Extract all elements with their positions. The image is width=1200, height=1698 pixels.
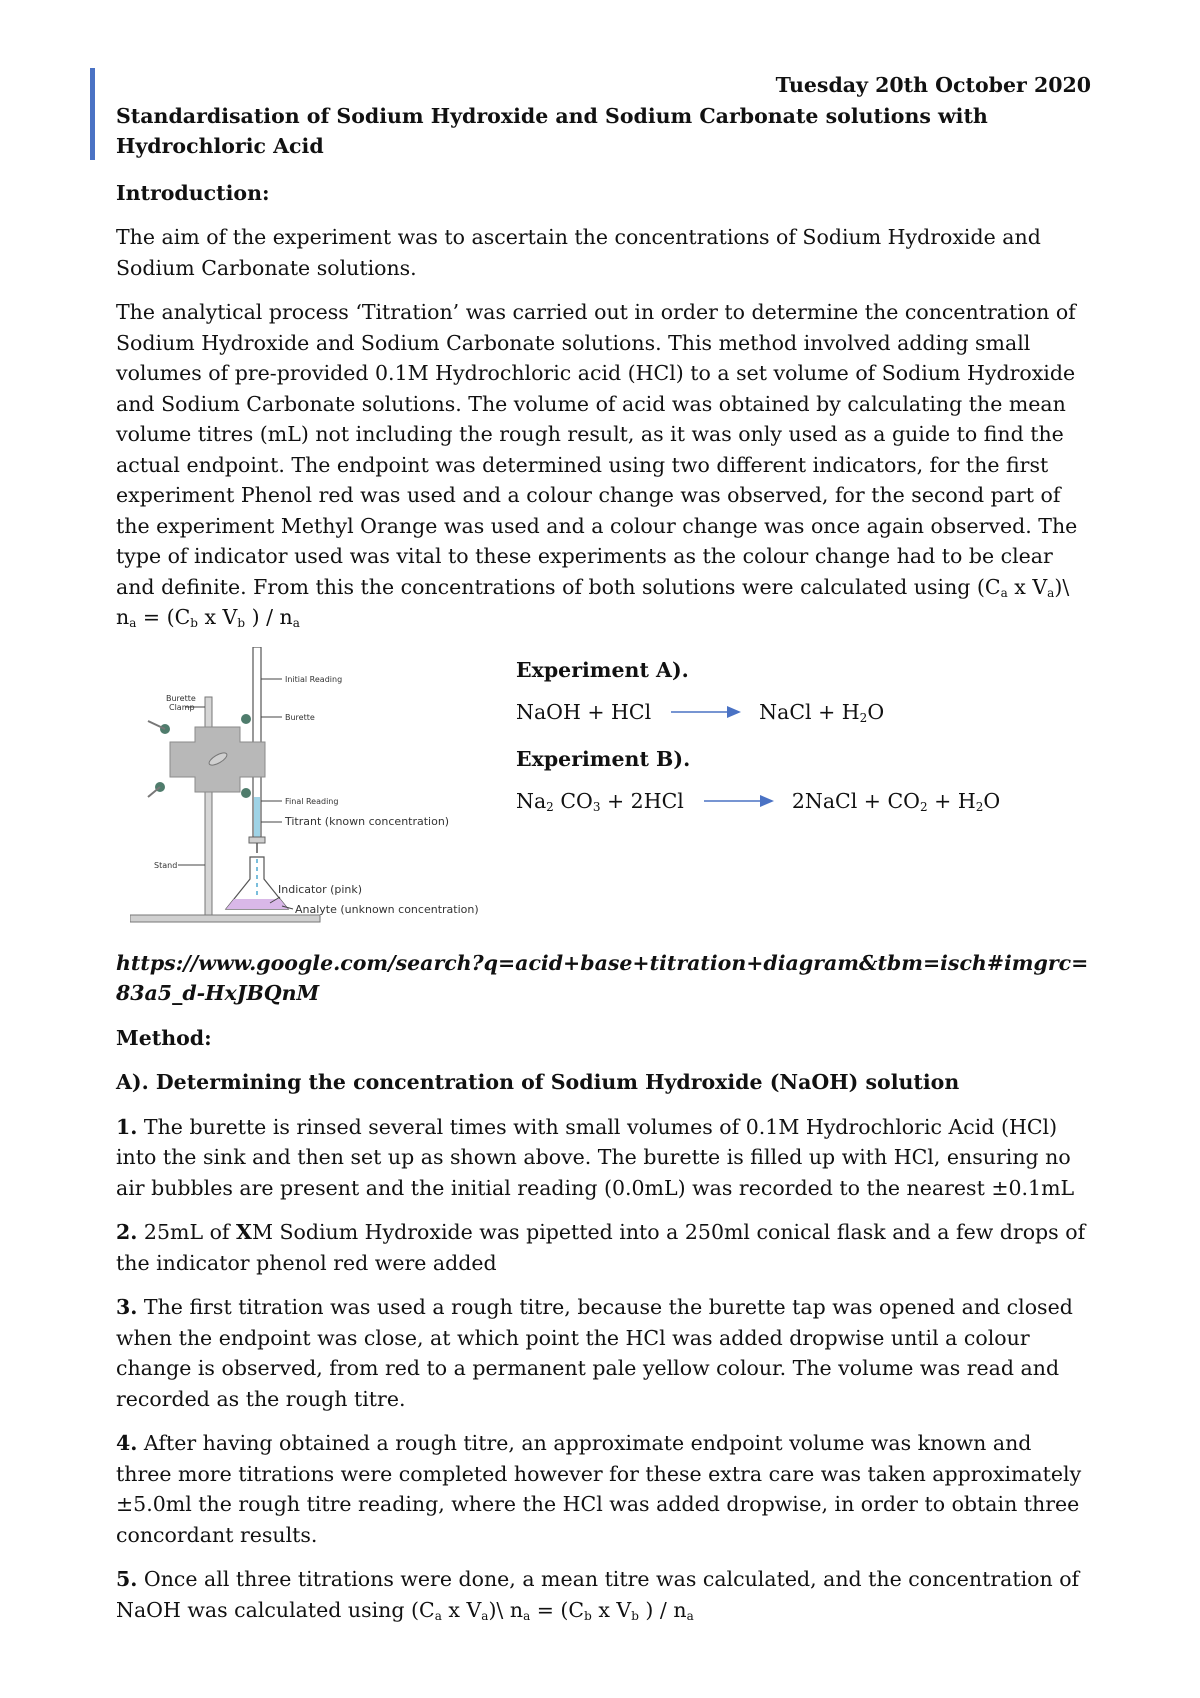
introduction-paragraph-2-text: The analytical process ‘Titration’ was carried out in order to determine the concentration of Sodium Hydroxide and Sodium Carbonate solutions. This method involved adding small volumes of pre-provided 0.1M Hydrochloric acid (HCl) to a set volume of Sodium Hydroxide and Sodium Carbonate solutions. The volume of acid was obtained by calculating the mean volume titres (mL) not including the rough result, as it was only used as a guide to find the actual endpoint. The endpoint was determined using two different indicators, for the first experiment Phenol red was used and a colour change was observed, for the second part of the experiment Methyl Orange was used and a colour change was once again observed. The type of indicator used was vital to these experiments as the colour change had to be clear and definite. From this the concentrations of both solutions were calculated using: [116, 300, 1078, 599]
method-step-1: 1. The burette is rinsed several times with small volumes of 0.1M Hydrochloric Acid (HCl) into the sink and then set up as shown above. The burette is filled up with HCl, ensuring no air bubbles are present and the initial reading (0.0mL) was recorded to the nearest ±0.1mL: [116, 1114, 1075, 1200]
reaction-equations: [516, 655, 1036, 833]
method-subheading: A). Determining the concentration of Sodium Hydroxide (NaOH) solution: [116, 1070, 960, 1094]
titration-diagram: [130, 647, 500, 937]
equation-a-products: NaCl + $H_2O$: [759, 700, 885, 725]
label-indicator: Indicator (pink): [278, 882, 363, 896]
stand-base: [130, 915, 320, 922]
source-url-link[interactable]: https://www.google.com/search?q=acid+base+titration+diagram&tbm=isch#imgrc=83a5_d-HxJBQnM: [116, 950, 1089, 1005]
formula-step-5: ($C_a$ x $V_a)\backslash$ $n_a = (C_b$ x $V_b$ ) / $n_a$: [411, 1597, 694, 1623]
equation-b-reactants: $Na_2$ $CO_3 + 2HCl$: [516, 789, 684, 814]
titrant-fill: [254, 797, 260, 837]
method-step-2: 2. 25mL of XM Sodium Hydroxide was pipetted into a 250ml conical flask and a few drops of the indicator phenol red were added: [116, 1220, 1086, 1275]
reaction-arrow-icon: [671, 705, 741, 719]
document-body: [116, 70, 1091, 1639]
equation-a-reactants: NaOH + HCl: [516, 700, 652, 724]
label-initial-reading: Initial Reading: [285, 674, 343, 684]
clamp-knob: [241, 788, 251, 798]
introduction-heading: Introduction:: [116, 180, 270, 205]
experiment-b-equation: [516, 786, 1036, 817]
experiment-b-label: Experiment B).: [516, 746, 691, 771]
document-title: Standardisation of Sodium Hydroxide and Sodium Carbonate solutions with Hydrochloric Acid: [116, 103, 988, 158]
label-burette-clamp-2: Clamp: [169, 702, 195, 712]
introduction-paragraph-1: The aim of the experiment was to ascertain the concentrations of Sodium Hydroxide and Sodium Carbonate solutions.: [116, 225, 1041, 280]
figure-row: [116, 647, 1091, 942]
method-step-3: 3. The first titration was used a rough titre, because the burette tap was opened and closed when the endpoint was close, at which point the HCl was added dropwise until a colour change is observed, from red to a permanent pale yellow colour. The volume was read and recorded as the rough titre.: [116, 1295, 1073, 1411]
label-burette-clamp: Burette: [166, 693, 196, 703]
method-heading: Method:: [116, 1025, 212, 1050]
label-burette: Burette: [285, 712, 315, 722]
formula-intro: ($C_a$ x $V_a)\backslash$ $n_a = (C_b$ x $V_b$ ) / $n_a$: [116, 574, 1070, 630]
margin-bar: [90, 68, 95, 160]
experiment-a-label: Experiment A).: [516, 657, 689, 682]
stopcock: [249, 837, 265, 843]
introduction-paragraph-2: [116, 297, 1091, 633]
label-stand: Stand: [154, 860, 178, 870]
experiment-a-equation: [516, 697, 1036, 728]
method-step-5: 5. Once all three titrations were done, a mean titre was calculated, and the concentration of NaOH was calculated using ($C_a$ x $V_a)\backslash$ $n_a = (C_b$ x $V_b$ ) / $n_a$: [116, 1567, 1080, 1623]
clamp-knob: [241, 714, 251, 724]
analyte-fill: [226, 899, 288, 909]
label-titrant: Titrant (known concentration): [285, 814, 450, 828]
knob-arm: [148, 787, 160, 797]
document-date: Tuesday 20th October 2020: [775, 73, 1091, 97]
reaction-arrow-icon: [704, 794, 774, 808]
label-final-reading: Final Reading: [285, 796, 339, 806]
equation-b-products: 2NaCl + $CO_2 + H_2O$: [791, 789, 1001, 814]
method-step-4: 4. After having obtained a rough titre, an approximate endpoint volume was known and three more titrations were completed however for these extra care was taken approximately ±5.0ml the rough titre reading, where the HCl was added dropwise, in order to obtain three concordant results.: [116, 1431, 1082, 1547]
label-analyte: Analyte (unknown concentration): [295, 902, 479, 916]
